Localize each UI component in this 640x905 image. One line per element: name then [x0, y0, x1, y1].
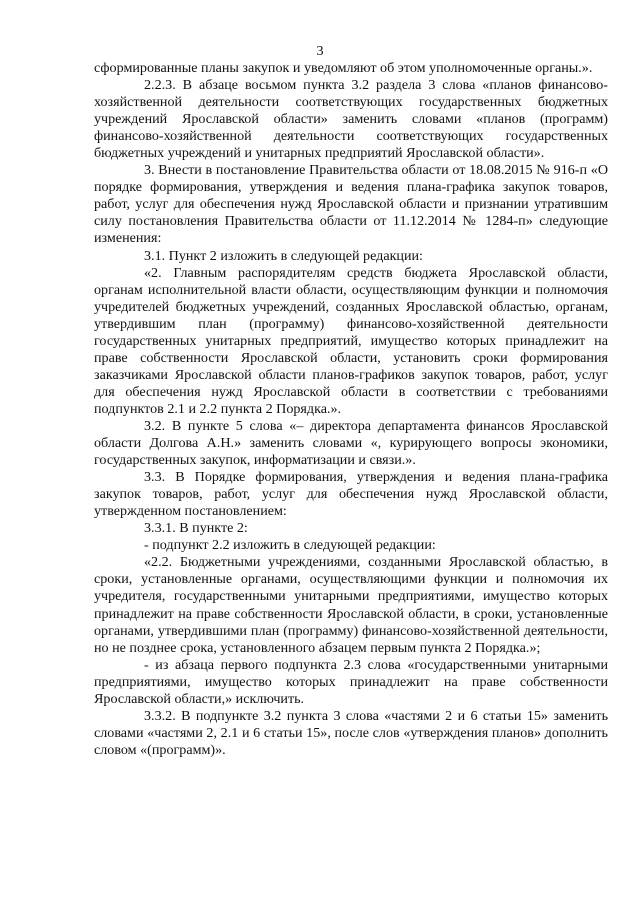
paragraph-3-1: 3.1. Пункт 2 изложить в следующей редакции:	[144, 247, 423, 264]
document-body	[94, 60, 608, 759]
paragraph-3-3: 3.3. В Порядке формирования, утверждения и ведения плана-графика закупок товаров, работ, услуг для обеспечения нужд Ярославской области, утвержденном постановлением:	[94, 469, 608, 520]
paragraph-continuation: сформированные планы закупок и уведомляют об этом уполномоченные органы.».	[94, 60, 593, 76]
paragraph-3: 3. Внести в постановление Правительства области от 18.08.2015 № 916-п «О порядке формирования, утверждения и ведения плана-графика закупок товаров, работ, услуг для обеспечения нужд Ярославской области и признании утратившим силу постановления Правительства области от 11.12.2014 № 1284-п» следующие изменения:	[94, 162, 608, 247]
paragraph-3-2: 3.2. В пункте 5 слова «– директора департамента финансов Ярославской области Долгова А.Н.» заменить словами «, курирующего вопросы экономики, государственных закупок, информатизации и связи.».	[94, 417, 608, 469]
list-item-subpoint-2-3: - из абзаца первого подпункта 2.3 слова «государственными унитарными предприятиями, имущество которых принадлежит на праве собственности Ярославской области,» исключить.	[94, 656, 608, 707]
page-number: 3	[316, 43, 324, 59]
list-item-subpoint-2-2: - подпункт 2.2 изложить в следующей редакции:	[144, 537, 436, 554]
paragraph-2-2-3: 2.2.3. В абзаце восьмом пункта 3.2 раздела 3 слова «планов финансово-хозяйственной деятельности соответствующих государственных бюджетных учреждений Ярославской области» заменить словами «планов (программ) финансово-хозяйственной деятельности соответствующих государственных бюджетных учреждений и унитарных предприятий Ярославской области».	[94, 77, 608, 162]
paragraph-3-1-quote: «2. Главным распорядителям средств бюджета Ярославской области, органам исполнительной власти области, осуществляющим функции и полномочия учредителей бюджетных учреждений, созданных Ярославской областью, органам, утвердившим план (программу) финансово-хозяйственной деятельности государственных унитарных предприятий, имущество которых принадлежит на праве собственности Ярославской области, установить сроки формирования заказчиками Ярославской области планов-графиков закупок товаров, работ, услуг для обеспечения нужд Ярославской области в соответствии с требованиями подпунктов 2.1 и 2.2 пункта 2 Порядка.».	[94, 264, 608, 417]
paragraph-2-2-quote: «2.2. Бюджетными учреждениями, созданными Ярославской областью, в сроки, установленные органами, осуществляющими функции и полномочия их учредителя, государственными унитарными предприятиями, имущество которых принадлежит на праве собственности Ярославской области, в сроки, установленные органами, утвердившими план (программу) финансово-хозяйственной деятельности, но не позднее срока, установленного абзацем первым пункта 2 Порядка.»;	[94, 554, 608, 656]
paragraph-3-3-2: 3.3.2. В подпункте 3.2 пункта 3 слова «частями 2 и 6 статьи 15» заменить словами «частями 2, 2.1 и 6 статьи 15», после слов «утверждения планов» дополнить словом «(программ)».	[94, 707, 608, 758]
paragraph-3-3-1: 3.3.1. В пункте 2:	[144, 520, 248, 537]
